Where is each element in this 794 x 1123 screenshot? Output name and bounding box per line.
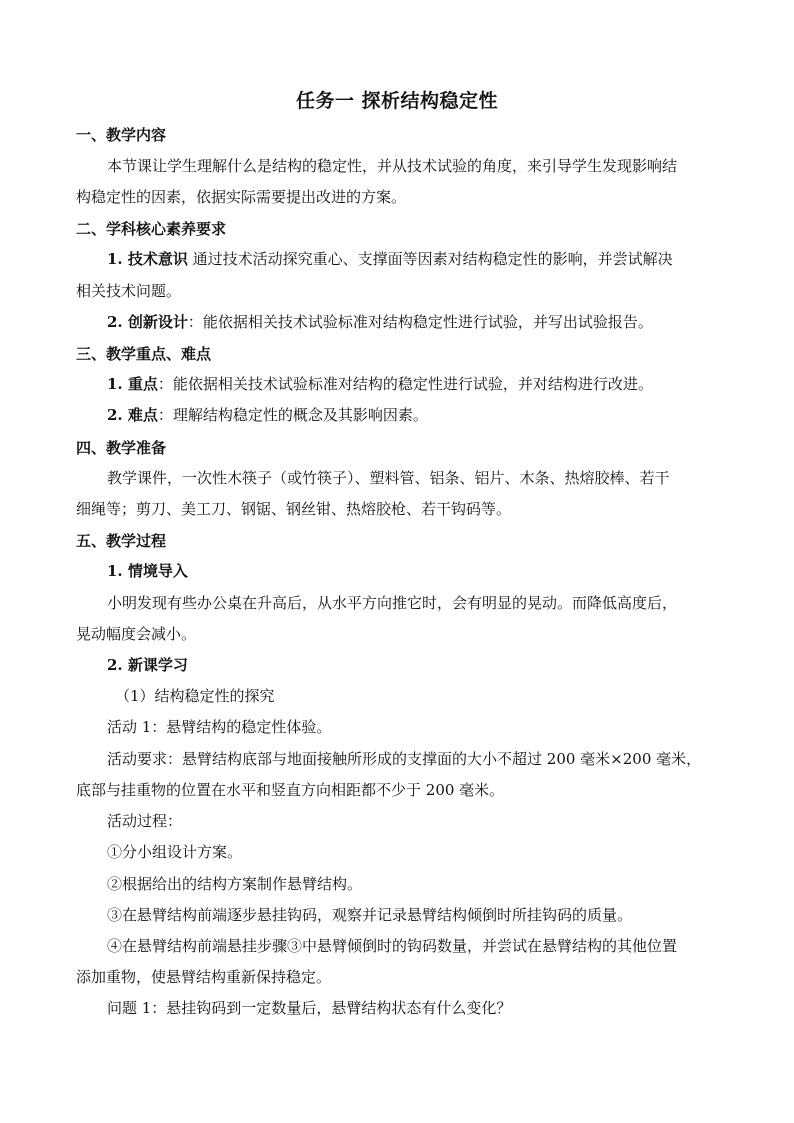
paragraph-line: 相关技术问题。	[76, 282, 182, 300]
paragraph-line: 细绳等；剪刀、美工刀、钢锯、钢丝钳、热熔胶枪、若干钩码等。	[76, 500, 512, 518]
item-label: 2. 创新设计	[107, 313, 188, 331]
section-heading-teaching-content: 一、教学内容	[76, 126, 167, 144]
item-text: ：能依据相关技术试验标准对结构稳定性进行试验，并写出试验报告。	[187, 313, 653, 331]
list-item: ②根据给出的结构方案制作悬臂结构。	[107, 875, 363, 893]
paragraph-line: 活动 1：悬臂结构的稳定性体验。	[107, 718, 332, 736]
subheading-stability-exploration: （1）结构稳定性的探究	[115, 687, 275, 705]
item-text: ：理解结构稳定性的概念及其影响因素。	[157, 406, 428, 424]
paragraph-line: 小明发现有些办公桌在升高后，从水平方向推它时，会有明显的晃动。而降低高度后，	[107, 594, 678, 612]
paragraph-line: 本节课让学生理解什么是结构的稳定性，并从技术试验的角度，来引导学生发现影响结	[107, 157, 678, 175]
paragraph-line: 活动过程：	[107, 812, 183, 830]
paragraph-line: 问题 1：悬挂钩码到一定数量后，悬臂结构状态有什么变化？	[107, 999, 512, 1017]
paragraph-line: 添加重物，使悬臂结构重新保持稳定。	[76, 968, 332, 986]
paragraph-line	[107, 249, 673, 269]
list-item: ④在悬臂结构前端悬挂步骤③中悬臂倾倒时的钩码数量，并尝试在悬臂结构的其他位置	[107, 937, 678, 955]
section-heading-key-points: 三、教学重点、难点	[76, 345, 212, 363]
paragraph-line: 教学课件，一次性木筷子（或竹筷子）、塑料管、铝条、铝片、木条、热熔胶棒、若干	[107, 469, 670, 487]
section-heading-preparation: 四、教学准备	[76, 439, 167, 457]
item-text: ：能依据相关技术试验标准对结构的稳定性进行试验，并对结构进行改进。	[157, 375, 653, 393]
item-label: 1. 技术意识	[107, 250, 188, 268]
page-title: 任务一 探析结构稳定性	[295, 90, 499, 112]
item-label: 1. 重点	[107, 375, 158, 393]
item-label: 2. 难点	[107, 406, 158, 424]
subheading-introduction: 1. 情境导入	[107, 562, 188, 580]
paragraph-line: 底部与挂重物的位置在水平和竖直方向相距都不少于 200 毫米。	[76, 781, 505, 799]
paragraph-line: 活动要求：悬臂结构底部与地面接触所形成的支撑面的大小不超过 200 毫米×200 毫米，	[107, 750, 702, 768]
section-heading-process: 五、教学过程	[76, 532, 167, 550]
item-text: 通过技术活动探究重心、支撑面等因素对结构稳定性的影响，并尝试解决	[187, 250, 673, 268]
paragraph-line: 构稳定性的因素，依据实际需要提出改进的方案。	[76, 188, 407, 206]
paragraph-line	[107, 374, 653, 394]
paragraph-line	[107, 312, 653, 332]
list-item: ①分小组设计方案。	[107, 843, 243, 861]
paragraph-line	[107, 405, 428, 425]
list-item: ③在悬臂结构前端逐步悬挂钩码，观察并记录悬臂结构倾倒时所挂钩码的质量。	[107, 906, 633, 924]
paragraph-line: 晃动幅度会减小。	[76, 625, 197, 643]
section-heading-core-literacy: 二、学科核心素养要求	[76, 220, 227, 238]
subheading-new-lesson: 2. 新课学习	[107, 656, 188, 674]
